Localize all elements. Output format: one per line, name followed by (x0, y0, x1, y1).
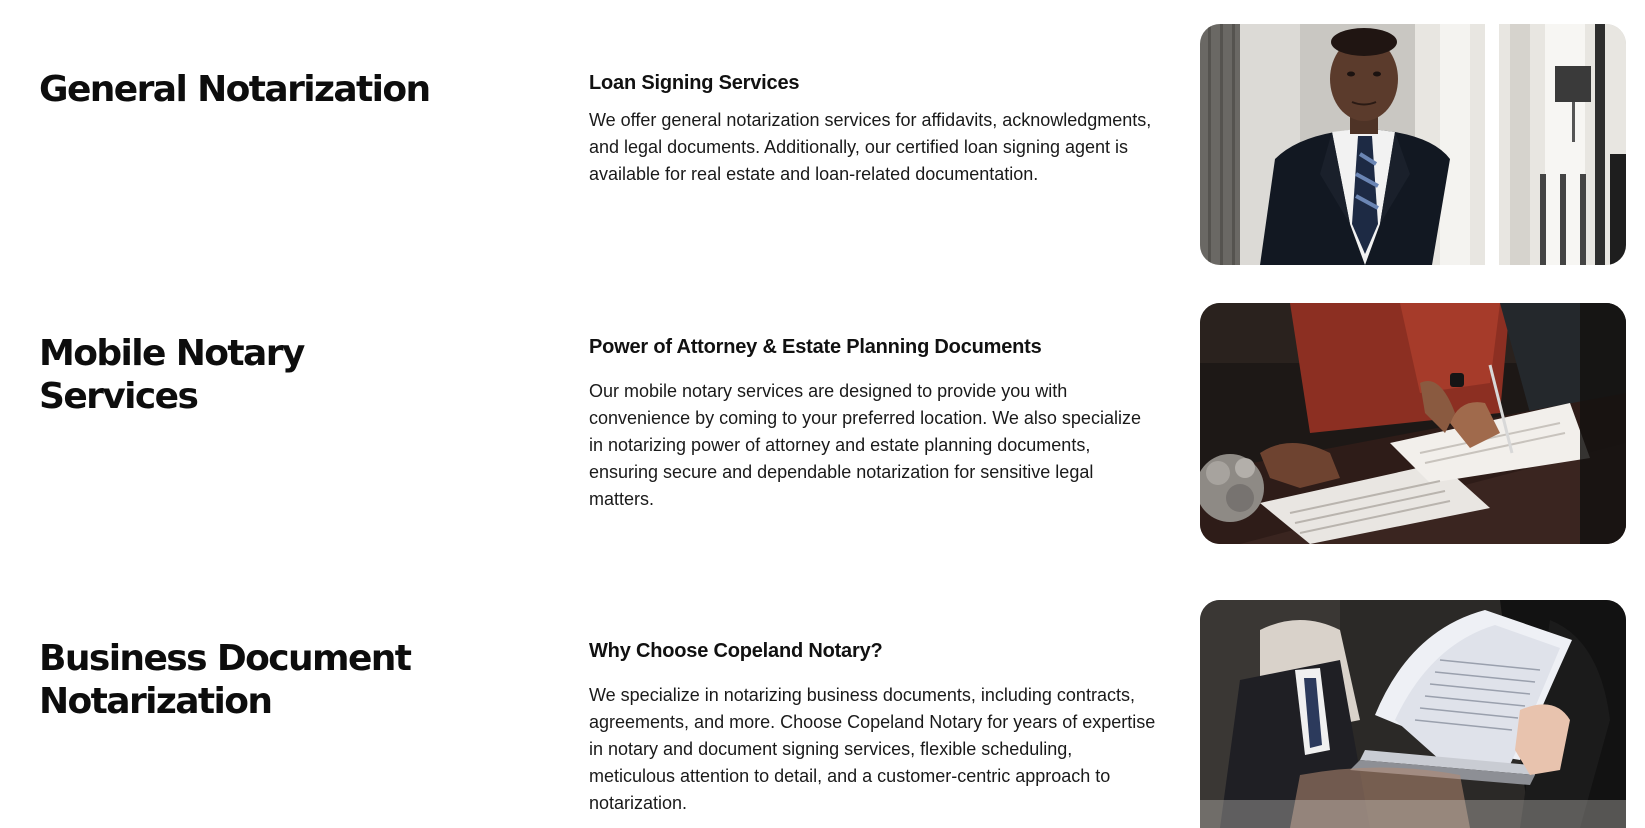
service-title: General Notarization (39, 69, 430, 110)
service-subtitle: Loan Signing Services (589, 72, 800, 94)
businessman-portrait-image (1200, 24, 1626, 265)
service-description: We specialize in notarizing business documents, including contracts, agreements, and more. Choose Copeland Notary for years of expertise in notary and document signing services, flexible scheduling, meticulous attention to detail, and a customer-centric approach to notarization. (589, 685, 1156, 813)
service-subtitle: Why Choose Copeland Notary? (589, 640, 883, 662)
service-subtitle: Power of Attorney & Estate Planning Documents (589, 336, 1042, 358)
service-description: We offer general notarization services for affidavits, acknowledgments, and legal documents. Additionally, our certified loan signing agent is available for real estate and loan-related documentation. (589, 110, 1152, 184)
service-title: Business Document Notarization (39, 638, 411, 722)
service-section-mobile-notary (0, 270, 1645, 570)
service-title: Mobile Notary Services (39, 333, 304, 417)
service-description: Our mobile notary services are designed to provide you with convenience by coming to your preferred location. We also specialize in notarizing power of attorney and estate planning documents, ensuring secure and dependable notarization for sensitive legal matters. (589, 381, 1141, 509)
service-section-business-document (0, 570, 1645, 813)
service-section-general-notarization (0, 0, 1645, 270)
business-meeting-document-image (1200, 600, 1626, 828)
document-signing-image (1200, 303, 1626, 544)
